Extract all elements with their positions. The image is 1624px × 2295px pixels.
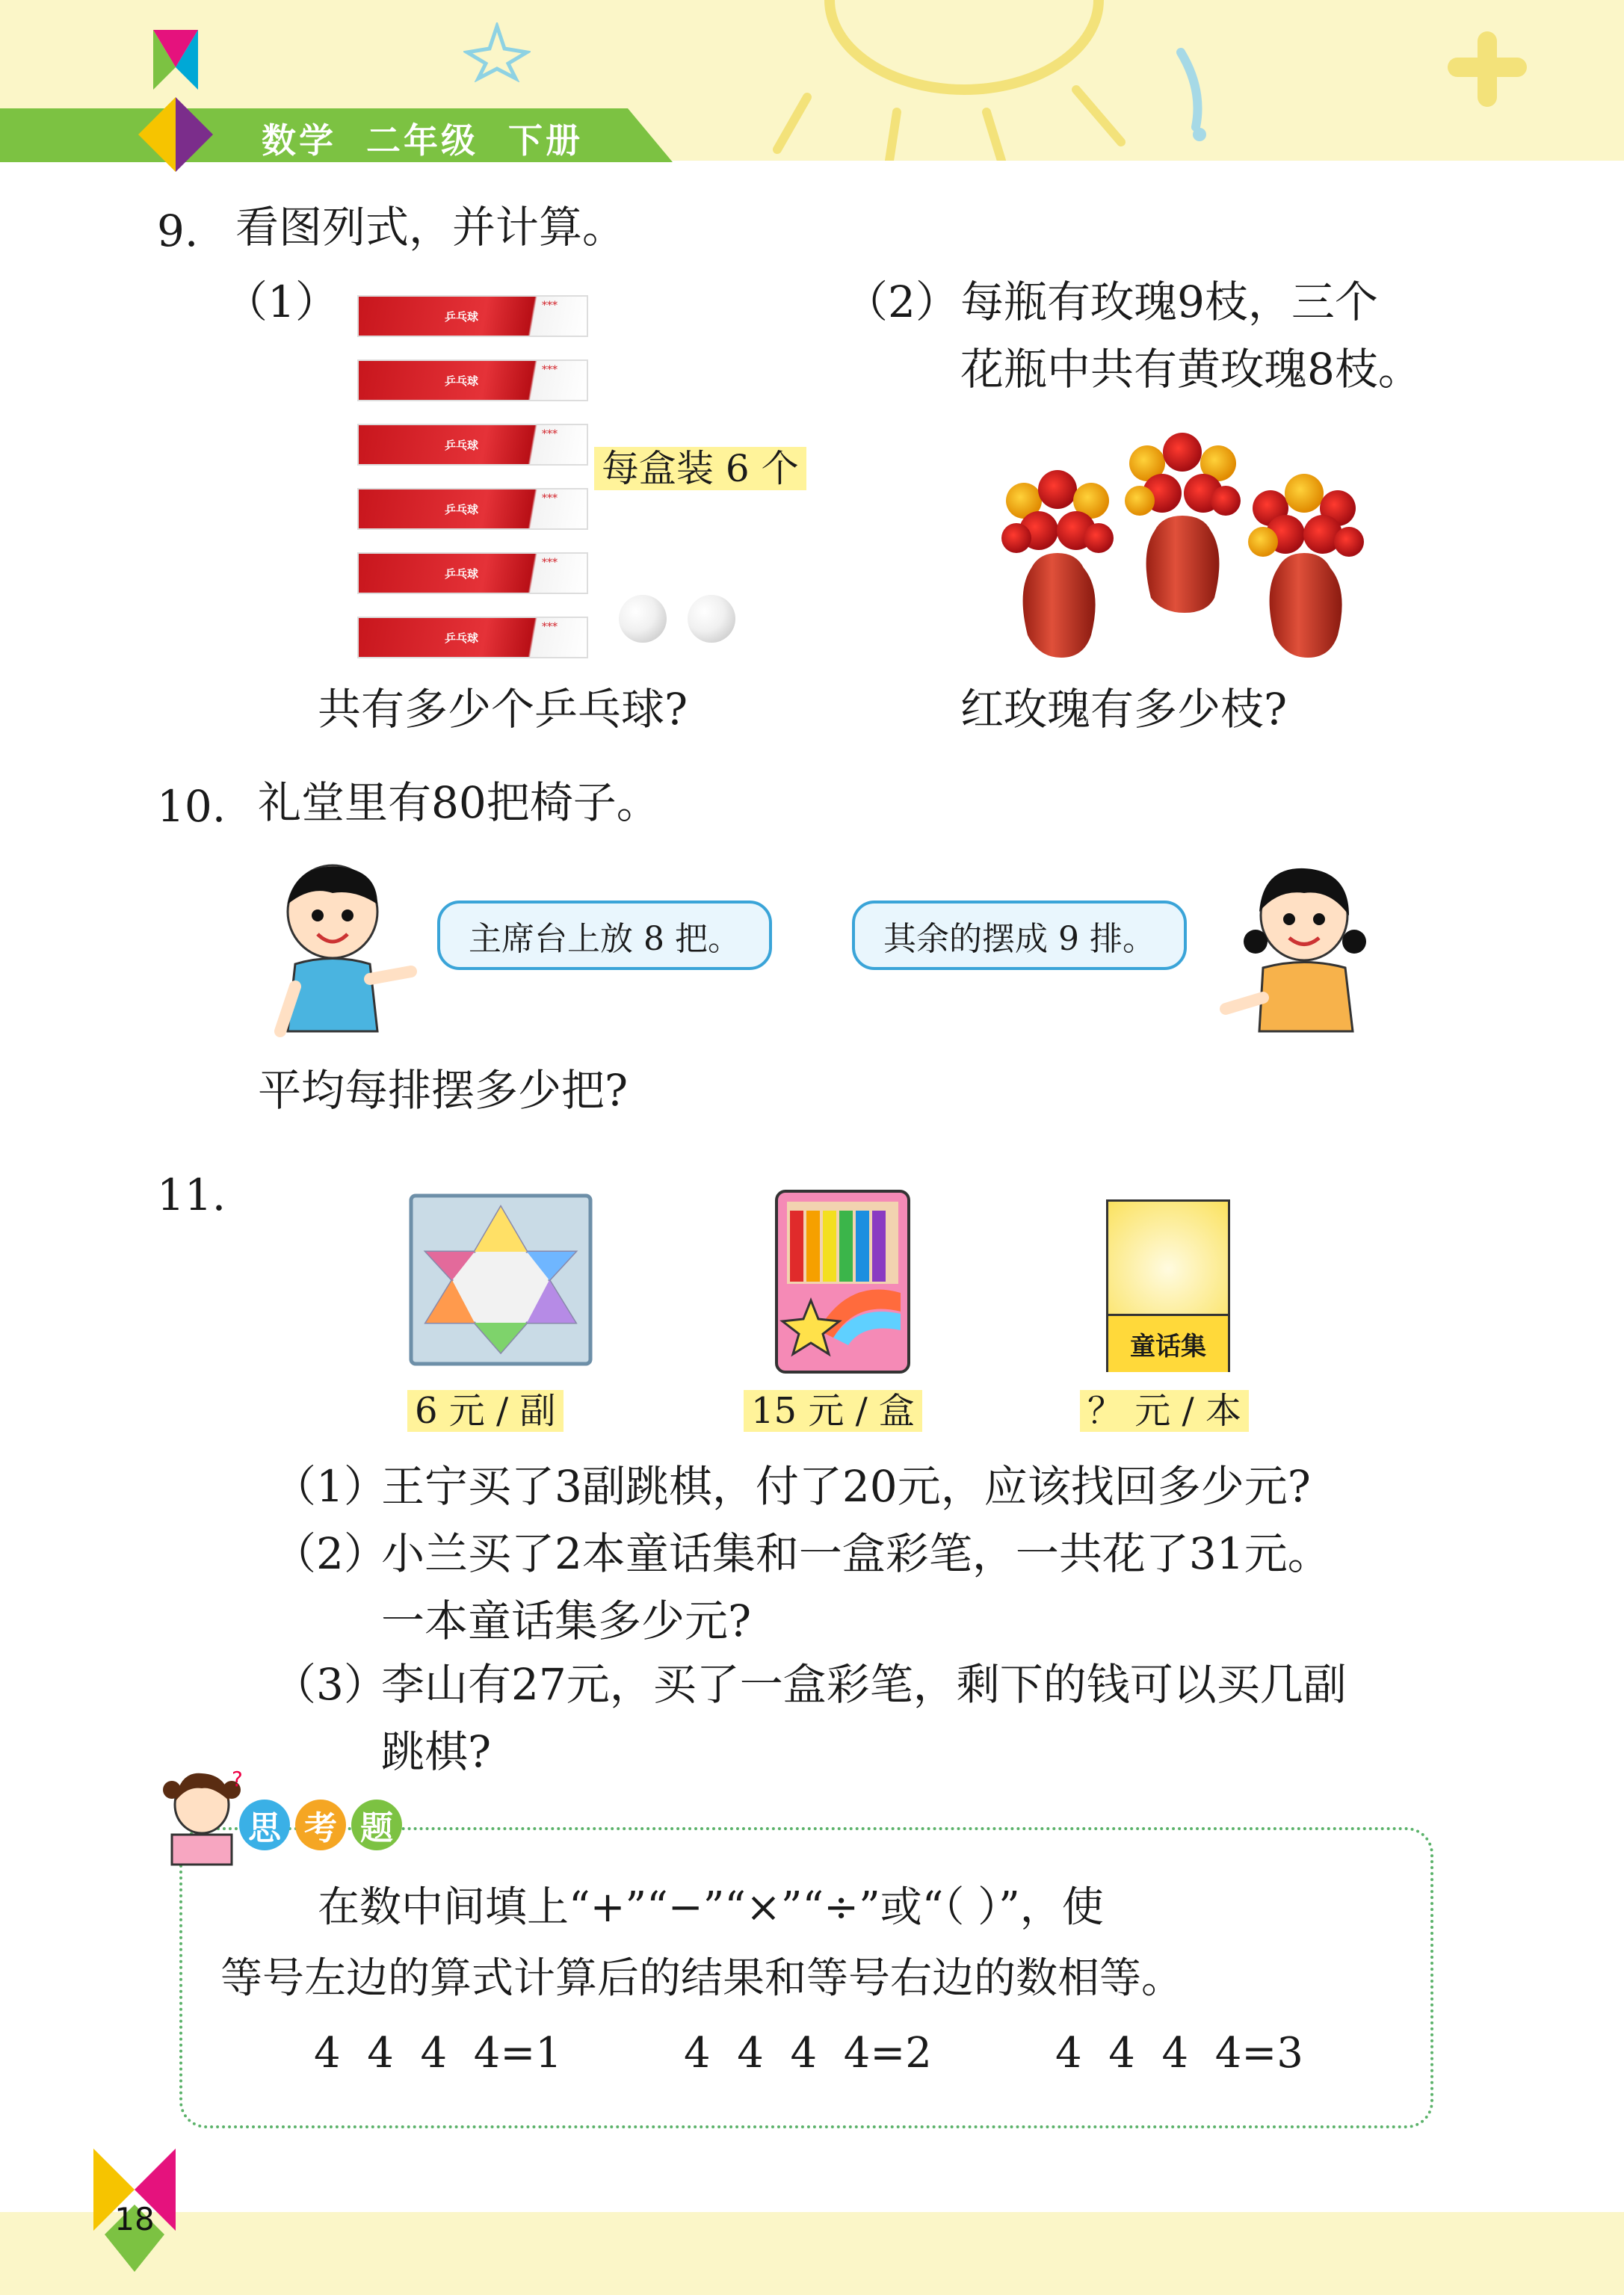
ping-pong-box: 乒乓球 ***: [357, 424, 588, 466]
q9-part2-question: 红玫瑰有多少枝?: [960, 684, 1288, 735]
ping-pong-ball-icon: [619, 595, 667, 643]
q11-price-book: ？ 元 / 本: [1080, 1390, 1249, 1432]
thinking-line2: 等号左边的算式计算后的结果和等号右边的数相等。: [220, 1954, 1183, 2003]
speech-bubble-left: 主席台上放 8 把。: [437, 901, 772, 970]
thinking-badge-3: 题: [351, 1800, 402, 1850]
colored-pencils-icon: [774, 1188, 912, 1375]
equation-2: 4 4 4 4=2: [684, 2029, 932, 2078]
q9-part1-label: （1）: [224, 277, 339, 327]
fairy-tale-book-icon: [1106, 1199, 1230, 1372]
q11-price-checkers: 6 元 / 副: [407, 1390, 564, 1432]
q11-sub2-label: （2）: [273, 1528, 387, 1579]
q11-sub2-line2: 一本童话集多少元?: [381, 1596, 752, 1646]
q11-sub1-label: （1）: [273, 1461, 387, 1512]
equation-1: 4 4 4 4=1: [314, 2029, 562, 2078]
boy-character-icon: [265, 859, 422, 1046]
girl-reading-icon: [161, 1767, 243, 1872]
page-number: 18: [114, 2201, 155, 2237]
q11-sub3-label: （3）: [273, 1659, 387, 1710]
ping-pong-ball-icon: [688, 595, 735, 643]
equation-3: 4 4 4 4=3: [1055, 2029, 1303, 2078]
q10-title: 礼堂里有80把椅子。: [258, 777, 660, 828]
ping-pong-box: 乒乓球 ***: [357, 488, 588, 530]
q9-part2-line1: 每瓶有玫瑰9枝，三个: [960, 277, 1378, 327]
thinking-badge-1: 思: [239, 1800, 290, 1850]
ping-pong-box: 乒乓球 ***: [357, 552, 588, 594]
thinking-line1: 在数中间填上“+”“−”“×”“÷”或“（ ）”，使: [318, 1883, 1104, 1932]
bottom-band: [0, 2212, 1624, 2295]
header-title: 数学 二年级 下册: [262, 120, 584, 161]
tangram-logo-icon: [131, 22, 220, 194]
q9-number: 9.: [157, 206, 199, 256]
book-title: 童话集: [1108, 1314, 1228, 1372]
girl-character-icon: [1218, 859, 1375, 1046]
q9-part1-question: 共有多少个乒乓球?: [318, 684, 688, 735]
q11-sub1-line1: 王宁买了3副跳棋，付了20元，应该找回多少元?: [381, 1461, 1311, 1512]
star-doodle-icon: [463, 22, 531, 82]
q9-part2-line2: 花瓶中共有黄玫瑰8枝。: [960, 344, 1421, 395]
q11-sub2-line1: 小兰买了2本童话集和一盒彩笔，一共花了31元。: [381, 1528, 1331, 1579]
q11-number: 11.: [157, 1170, 226, 1220]
q11-price-pencils: 15 元 / 盒: [744, 1390, 922, 1432]
q9-part1-note: 每盒装 6 个: [594, 447, 806, 490]
rose-vases-icon: [987, 418, 1375, 665]
q10-question: 平均每排摆多少把?: [258, 1065, 629, 1116]
speech-bubble-right: 其余的摆成 9 排。: [852, 901, 1187, 970]
ping-pong-box: 乒乓球 ***: [357, 295, 588, 337]
q9-title: 看图列式，并计算。: [235, 202, 626, 253]
ping-pong-box: 乒乓球 ***: [357, 359, 588, 401]
q11-sub3-line1: 李山有27元，买了一盒彩笔，剩下的钱可以买几副: [381, 1659, 1347, 1710]
ping-pong-box: 乒乓球 ***: [357, 617, 588, 658]
q9-part2-label: （2）: [845, 277, 959, 327]
q10-number: 10.: [157, 781, 226, 832]
sun-doodle-icon: [762, 0, 1584, 161]
thinking-badge-2: 考: [295, 1800, 346, 1850]
q11-sub3-line2: 跳棋?: [381, 1726, 492, 1777]
svg-text:?: ?: [232, 1767, 243, 1791]
chinese-checkers-icon: [407, 1192, 594, 1368]
